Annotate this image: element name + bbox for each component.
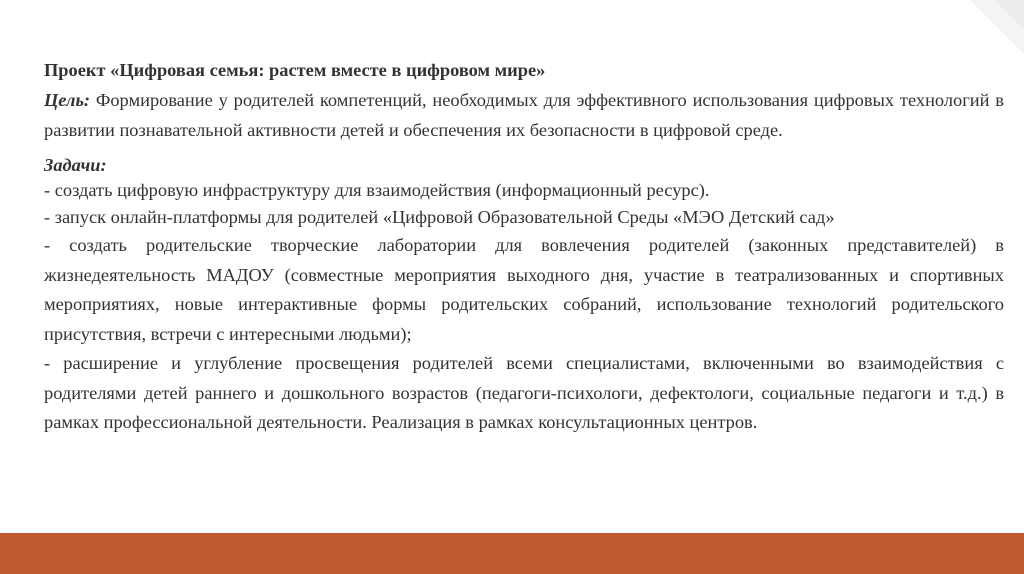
goal-label: Цель: — [44, 90, 90, 110]
goal-text: Формирование у родителей компетенций, необходимых для эффективного использования цифровых технологий в развитии познавательной активности детей и обеспечения их безопасности в цифровой среде. — [44, 90, 1004, 140]
goal-paragraph — [44, 86, 1004, 145]
corner-decoration-inner — [994, 0, 1024, 30]
task-item: - запуск онлайн-платформы для родителей «Цифровой Образовательной Среды «МЭО Детский сад» — [44, 207, 835, 227]
slide-title: Проект «Цифровая семья: растем вместе в цифровом мире» — [44, 60, 546, 80]
bottom-accent-bar — [0, 533, 1024, 574]
tasks-heading: Задачи: — [44, 155, 107, 175]
task-item: - расширение и углубление просвещения родителей всеми специалистами, включенными во взаимодействия с родителями детей раннего и дошкольного возрастов (педагоги-психологи, дефектологи, социальные педагоги и т.д.) в рамках профессиональной деятельности. Реализация в рамках консультационных центров. — [44, 353, 1004, 432]
slide-content — [44, 56, 1004, 438]
task-item: - создать родительские творческие лаборатории для вовлечения родителей (законных представителей) в жизнедеятельность МАДОУ (совместные мероприятия выходного дня, участие в театрализованных и спортивных мероприятиях, новые интерактивные формы родительских собраний, использование технологий родительского присутствия, встречи с интересными людьми); — [44, 235, 1004, 344]
task-item: - создать цифровую инфраструктуру для взаимодействия (информационный ресурс). — [44, 180, 710, 200]
